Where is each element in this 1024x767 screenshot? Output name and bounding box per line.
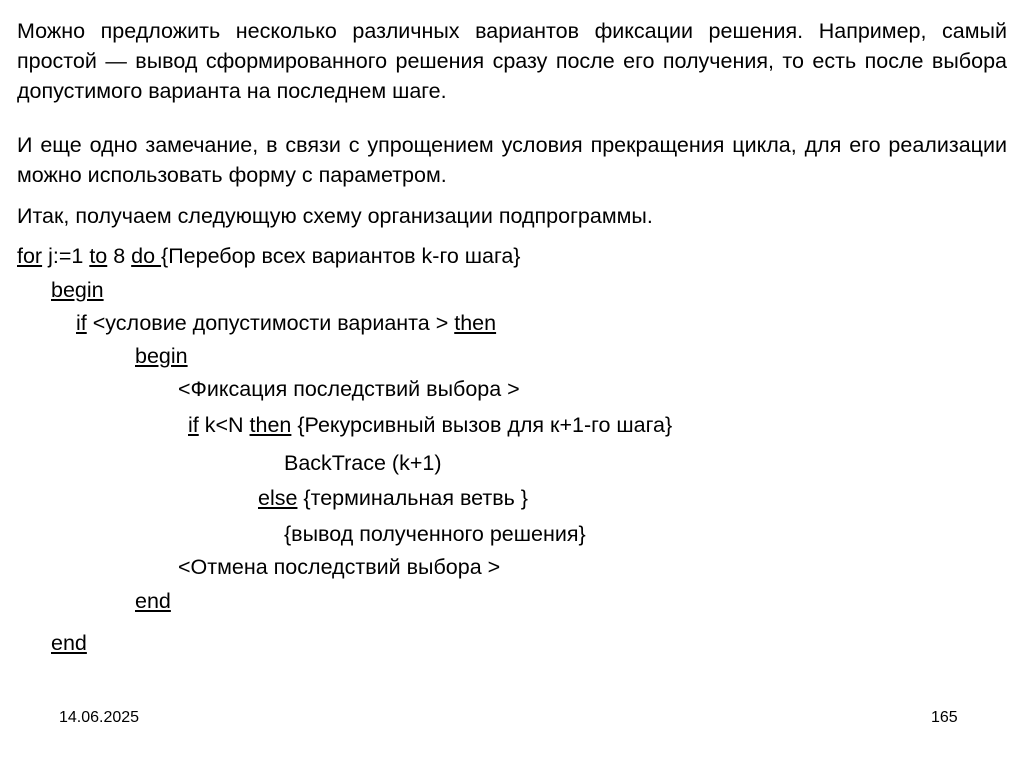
paragraph-fixation-variants: Можно предложить несколько различных вариантов фиксации решения. Например, самый простой — вывод сформированного решения сразу после его получения, то есть после выбора допустимого варианта на последнем шаге. (17, 19, 1007, 103)
code-text: k<N (198, 413, 250, 437)
keyword-end: end (135, 589, 171, 613)
keyword-if: if (188, 413, 199, 437)
code-line-if-recursive (188, 411, 672, 439)
code-text: j:=1 (42, 244, 90, 268)
paragraph-scheme-intro: Итак, получаем следующую схему организации подпрограммы. (17, 204, 653, 228)
keyword-for: for (17, 244, 43, 268)
keyword-then: then (249, 413, 292, 437)
code-line-if-condition (76, 309, 496, 337)
code-comment: {Перебор всех вариантов k-го шага} (161, 244, 521, 268)
code-text: <условие допустимости варианта > (86, 311, 455, 335)
code-line-fix-choice (178, 375, 520, 403)
code-line-for (17, 242, 520, 270)
code-line-undo-choice (178, 553, 500, 581)
code-line-else (258, 484, 528, 512)
code-line-backtrace-call (284, 449, 442, 477)
paragraph-loop-remark: И еще одно замечание, в связи с упрощением условия прекращения цикла, для его реализации можно использовать форму с параметром. (17, 133, 1007, 187)
code-line-end-inner (135, 587, 171, 615)
keyword-then: then (454, 311, 497, 335)
keyword-if: if (76, 311, 87, 335)
code-text: <Фиксация последствий выбора > (178, 377, 520, 401)
keyword-do: do (131, 244, 162, 268)
code-comment: {вывод полученного решения} (284, 522, 586, 546)
code-text: BackTrace (k+1) (284, 451, 442, 475)
code-text: <Отмена последствий выбора > (178, 555, 501, 579)
code-line-output-solution (284, 520, 586, 548)
code-line-end-outer (51, 629, 87, 657)
code-text: 8 (107, 244, 132, 268)
code-comment: {Рекурсивный вызов для к+1-го шага} (291, 413, 673, 437)
code-comment: {терминальная ветвь } (297, 486, 528, 510)
keyword-else: else (258, 486, 298, 510)
keyword-begin: begin (135, 344, 188, 368)
footer-page-number: 165 (931, 709, 958, 726)
footer-date: 14.06.2025 (59, 709, 140, 726)
keyword-begin: begin (51, 278, 104, 302)
code-line-begin-outer (51, 276, 104, 304)
code-line-begin-inner (135, 342, 188, 370)
keyword-to: to (89, 244, 108, 268)
keyword-end: end (51, 631, 87, 655)
